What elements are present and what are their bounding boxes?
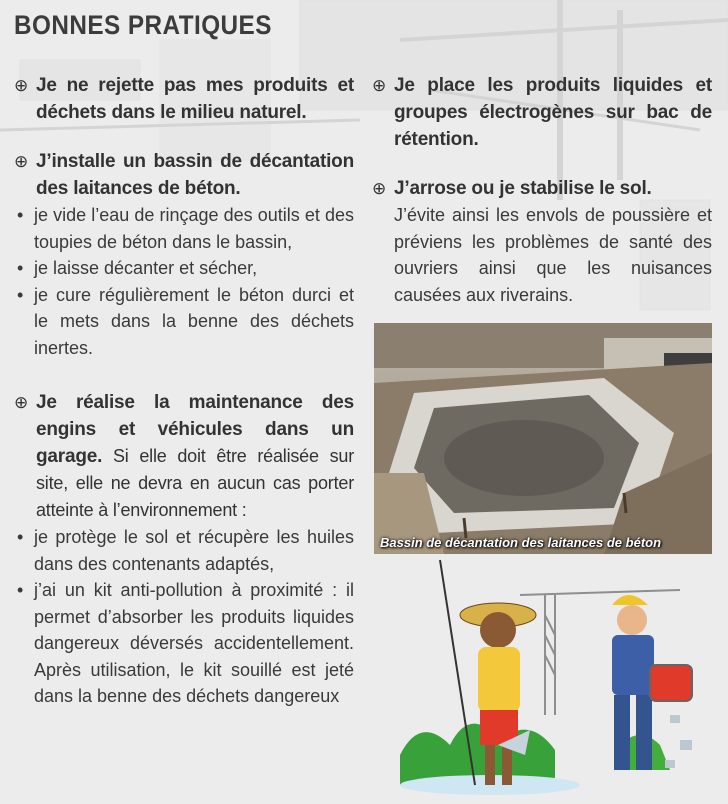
practice-heading: Je réalise la maintenance des engins et véhicules dans un garage. bbox=[36, 392, 354, 467]
circled-plus-icon: ⊕ bbox=[372, 179, 387, 198]
list-item: • je vide l’eau de rinçage des outils et des toupies de béton dans le bassin, bbox=[14, 202, 354, 255]
practice-retention-tray bbox=[372, 72, 712, 153]
practice-maintenance bbox=[14, 389, 354, 710]
practice-body: Si elle doit être réalisée sur site, elle ne devra en aucun cas porter atteinte à l’environnement : bbox=[36, 446, 354, 520]
list-item: • j’ai un kit anti-pollution à proximité : il permet d’absorber les produits liquides dangereux déversés accidentellement. Après utilisation, le kit souillé est jeté dans la benne des déchets dangereux bbox=[14, 577, 354, 710]
bullet-list bbox=[14, 524, 354, 710]
basin-photo-image bbox=[374, 323, 712, 554]
practice-body: J’évite ainsi les envols de poussière et préviens les problèmes de santé des ouvriers ainsi que les nuisances causées aux riverains. bbox=[394, 205, 712, 305]
list-item: • je cure régulièrement le béton durci et le mets dans la benne des déchets inertes. bbox=[14, 282, 354, 362]
circled-plus-icon: ⊕ bbox=[14, 393, 29, 412]
practice-settling-basin bbox=[14, 148, 354, 361]
practice-heading: J’installe un bassin de décantation des laitances de béton. bbox=[36, 151, 354, 199]
list-item: • je protège le sol et récupère les huiles dans des contenants adaptés, bbox=[14, 524, 354, 577]
list-item: • je laisse décanter et sécher, bbox=[14, 255, 354, 282]
photo-caption: Bassin de décantation des laitances de béton bbox=[380, 535, 662, 550]
circled-plus-icon: ⊕ bbox=[372, 76, 387, 95]
settling-basin-photo bbox=[374, 323, 712, 554]
page-title: BONNES PRATIQUES bbox=[14, 10, 272, 40]
right-column bbox=[372, 72, 712, 330]
practice-water-soil bbox=[372, 175, 712, 308]
left-column bbox=[14, 72, 354, 732]
workers-cartoon-illustration bbox=[380, 555, 725, 800]
practice-no-dumping bbox=[14, 72, 354, 126]
practice-heading: Je place les produits liquides et groupes électrogènes sur bac de rétention. bbox=[394, 75, 712, 150]
practice-heading: J’arrose ou je stabilise le sol. bbox=[394, 178, 652, 199]
bullet-list bbox=[14, 202, 354, 361]
practice-heading: Je ne rejette pas mes produits et déchets dans le milieu naturel. bbox=[36, 75, 354, 123]
circled-plus-icon: ⊕ bbox=[14, 152, 29, 171]
circled-plus-icon: ⊕ bbox=[14, 76, 29, 95]
